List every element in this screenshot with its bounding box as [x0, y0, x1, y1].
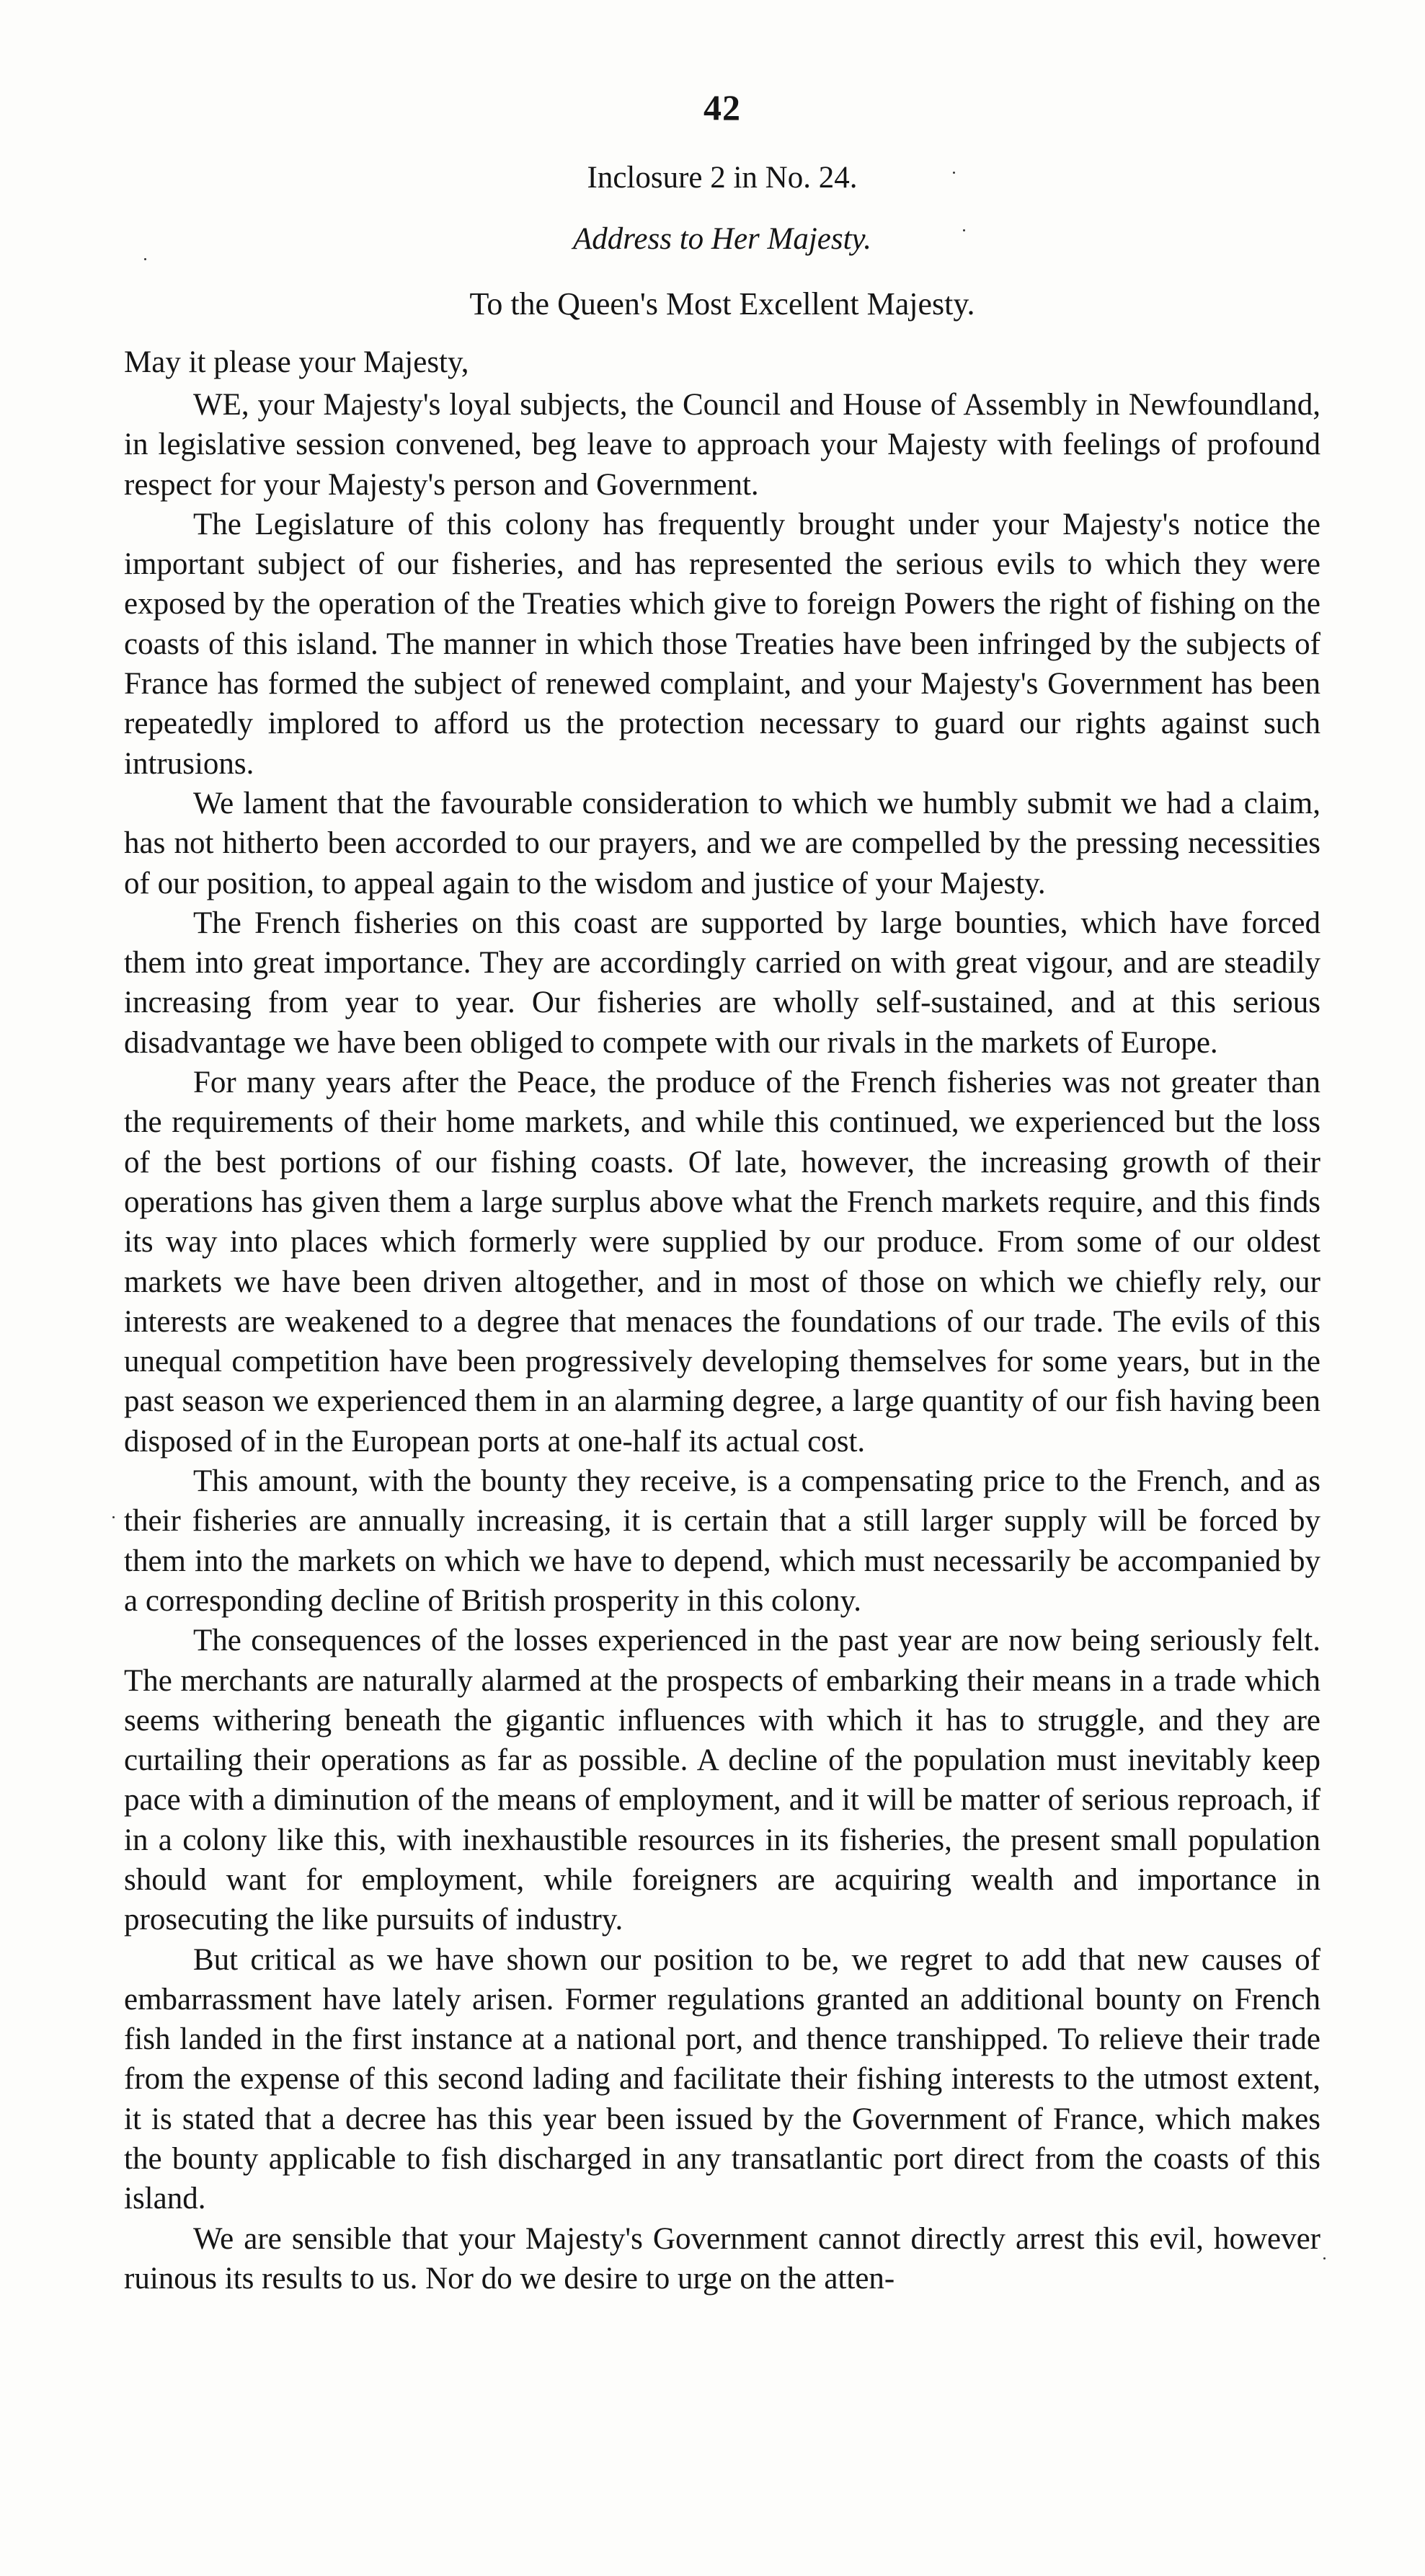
document-page [124, 87, 1320, 2298]
inclosure-heading: Inclosure 2 in No. 24. [587, 161, 858, 195]
paragraph: The consequences of the losses experienced in the past year are now being seriously felt. The merchants are naturally alarmed at the prospects of embarking their means in a trade which seems withering beneath the gigantic influences with which it has to struggle, and they are curtailing their operations as far as possible. A decline of the population must inevitably keep pace with a diminution of the means of employment, and it will be matter of serious reproach, if in a colony like this, with inexhaustible resources in its fisheries, the present small population should want for employment, while foreigners are acquiring wealth and importance in prosecuting the like pursuits of industry. [124, 1624, 1320, 1937]
salutation: May it please your Majesty, [124, 345, 469, 379]
paragraph: The French fisheries on this coast are supported by large bounties, which have forced them into great importance. They are accordingly carried on with great vigour, and are steadily increasing from year to year. Our fisheries are wholly self-sustained, and at this serious disadvantage we have been obliged to compete with our rivals in the markets of Europe. [124, 906, 1320, 1060]
addressee-line: To the Queen's Most Excellent Majesty. [469, 286, 975, 322]
paragraph: We are sensible that your Majesty's Government cannot directly arrest this evil, however ruinous its results to us. Nor do we desire to urge on the atten- [124, 2221, 1320, 2296]
paragraph: This amount, with the bounty they receive, is a compensating price to the French, and as their fisheries are annually increasing, it is certain that a still larger supply will be forced by them into the markets on which we have to depend, which must necessarily be accompanied by a corresponding decline of British prosperity in this colony. [124, 1464, 1320, 1618]
page-number: 42 [703, 87, 741, 128]
scan-speck [963, 229, 965, 231]
address-title: Address to Her Majesty. [572, 222, 872, 256]
paragraph: But critical as we have shown our position to be, we regret to add that new causes of embarrassment have lately arisen. Former regulations granted an additional bounty on French fish landed in the first instance at a national port, and thence transhipped. To relieve their trade from the expense of this second lading and facilitate their fishing interests to the utmost extent, it is stated that a decree has this year been issued by the Government of France, which makes the bounty applicable to fish discharged in any transatlantic port direct from the coasts of this island. [124, 1942, 1320, 2216]
scan-speck [1323, 2257, 1326, 2259]
paragraph: For many years after the Peace, the produce of the French fisheries was not greater than the requirements of their home markets, and while this continued, we experienced but the loss of the best portions of our fishing coasts. Of late, however, the increasing growth of their operations has given them a large surplus above what the French markets require, and this finds its way into places which formerly were supplied by our produce. From some of our oldest markets we have been driven altogether, and in most of those on which we chiefly rely, our interests are weakened to a degree that menaces the foundations of our trade. The evils of this unequal competition have been progressively developing themselves for some years, but in the past season we experienced them in an alarming degree, a large quantity of our fish having been disposed of in the European ports at one-half its actual cost. [124, 1066, 1320, 1459]
paragraph: The Legislature of this colony has frequently brought under your Majesty's notice the important subject of our fisheries, and has represented the serious evils to which they were exposed by the operation of the Treaties which give to foreign Powers the right of fishing on the coasts of this island. The manner in which those Treaties have been infringed by the subjects of France has formed the subject of renewed complaint, and your Majesty's Government has been repeatedly implored to afford us the protection necessary to guard our rights against such intrusions. [124, 507, 1320, 781]
scan-speck [112, 1516, 115, 1518]
scan-speck [953, 172, 955, 174]
paragraph: We lament that the favourable consideration to which we humbly submit we had a claim, has not hitherto been accorded to our prayers, and we are compelled by the pressing necessities of our position, to appeal again to the wisdom and justice of your Majesty. [124, 786, 1320, 900]
paragraph: WE, your Majesty's loyal subjects, the Council and House of Assembly in Newfoundland, in legislative session convened, beg leave to approach your Majesty with feelings of profound respect for your Majesty's person and Government. [124, 388, 1320, 502]
scan-speck [144, 258, 146, 260]
